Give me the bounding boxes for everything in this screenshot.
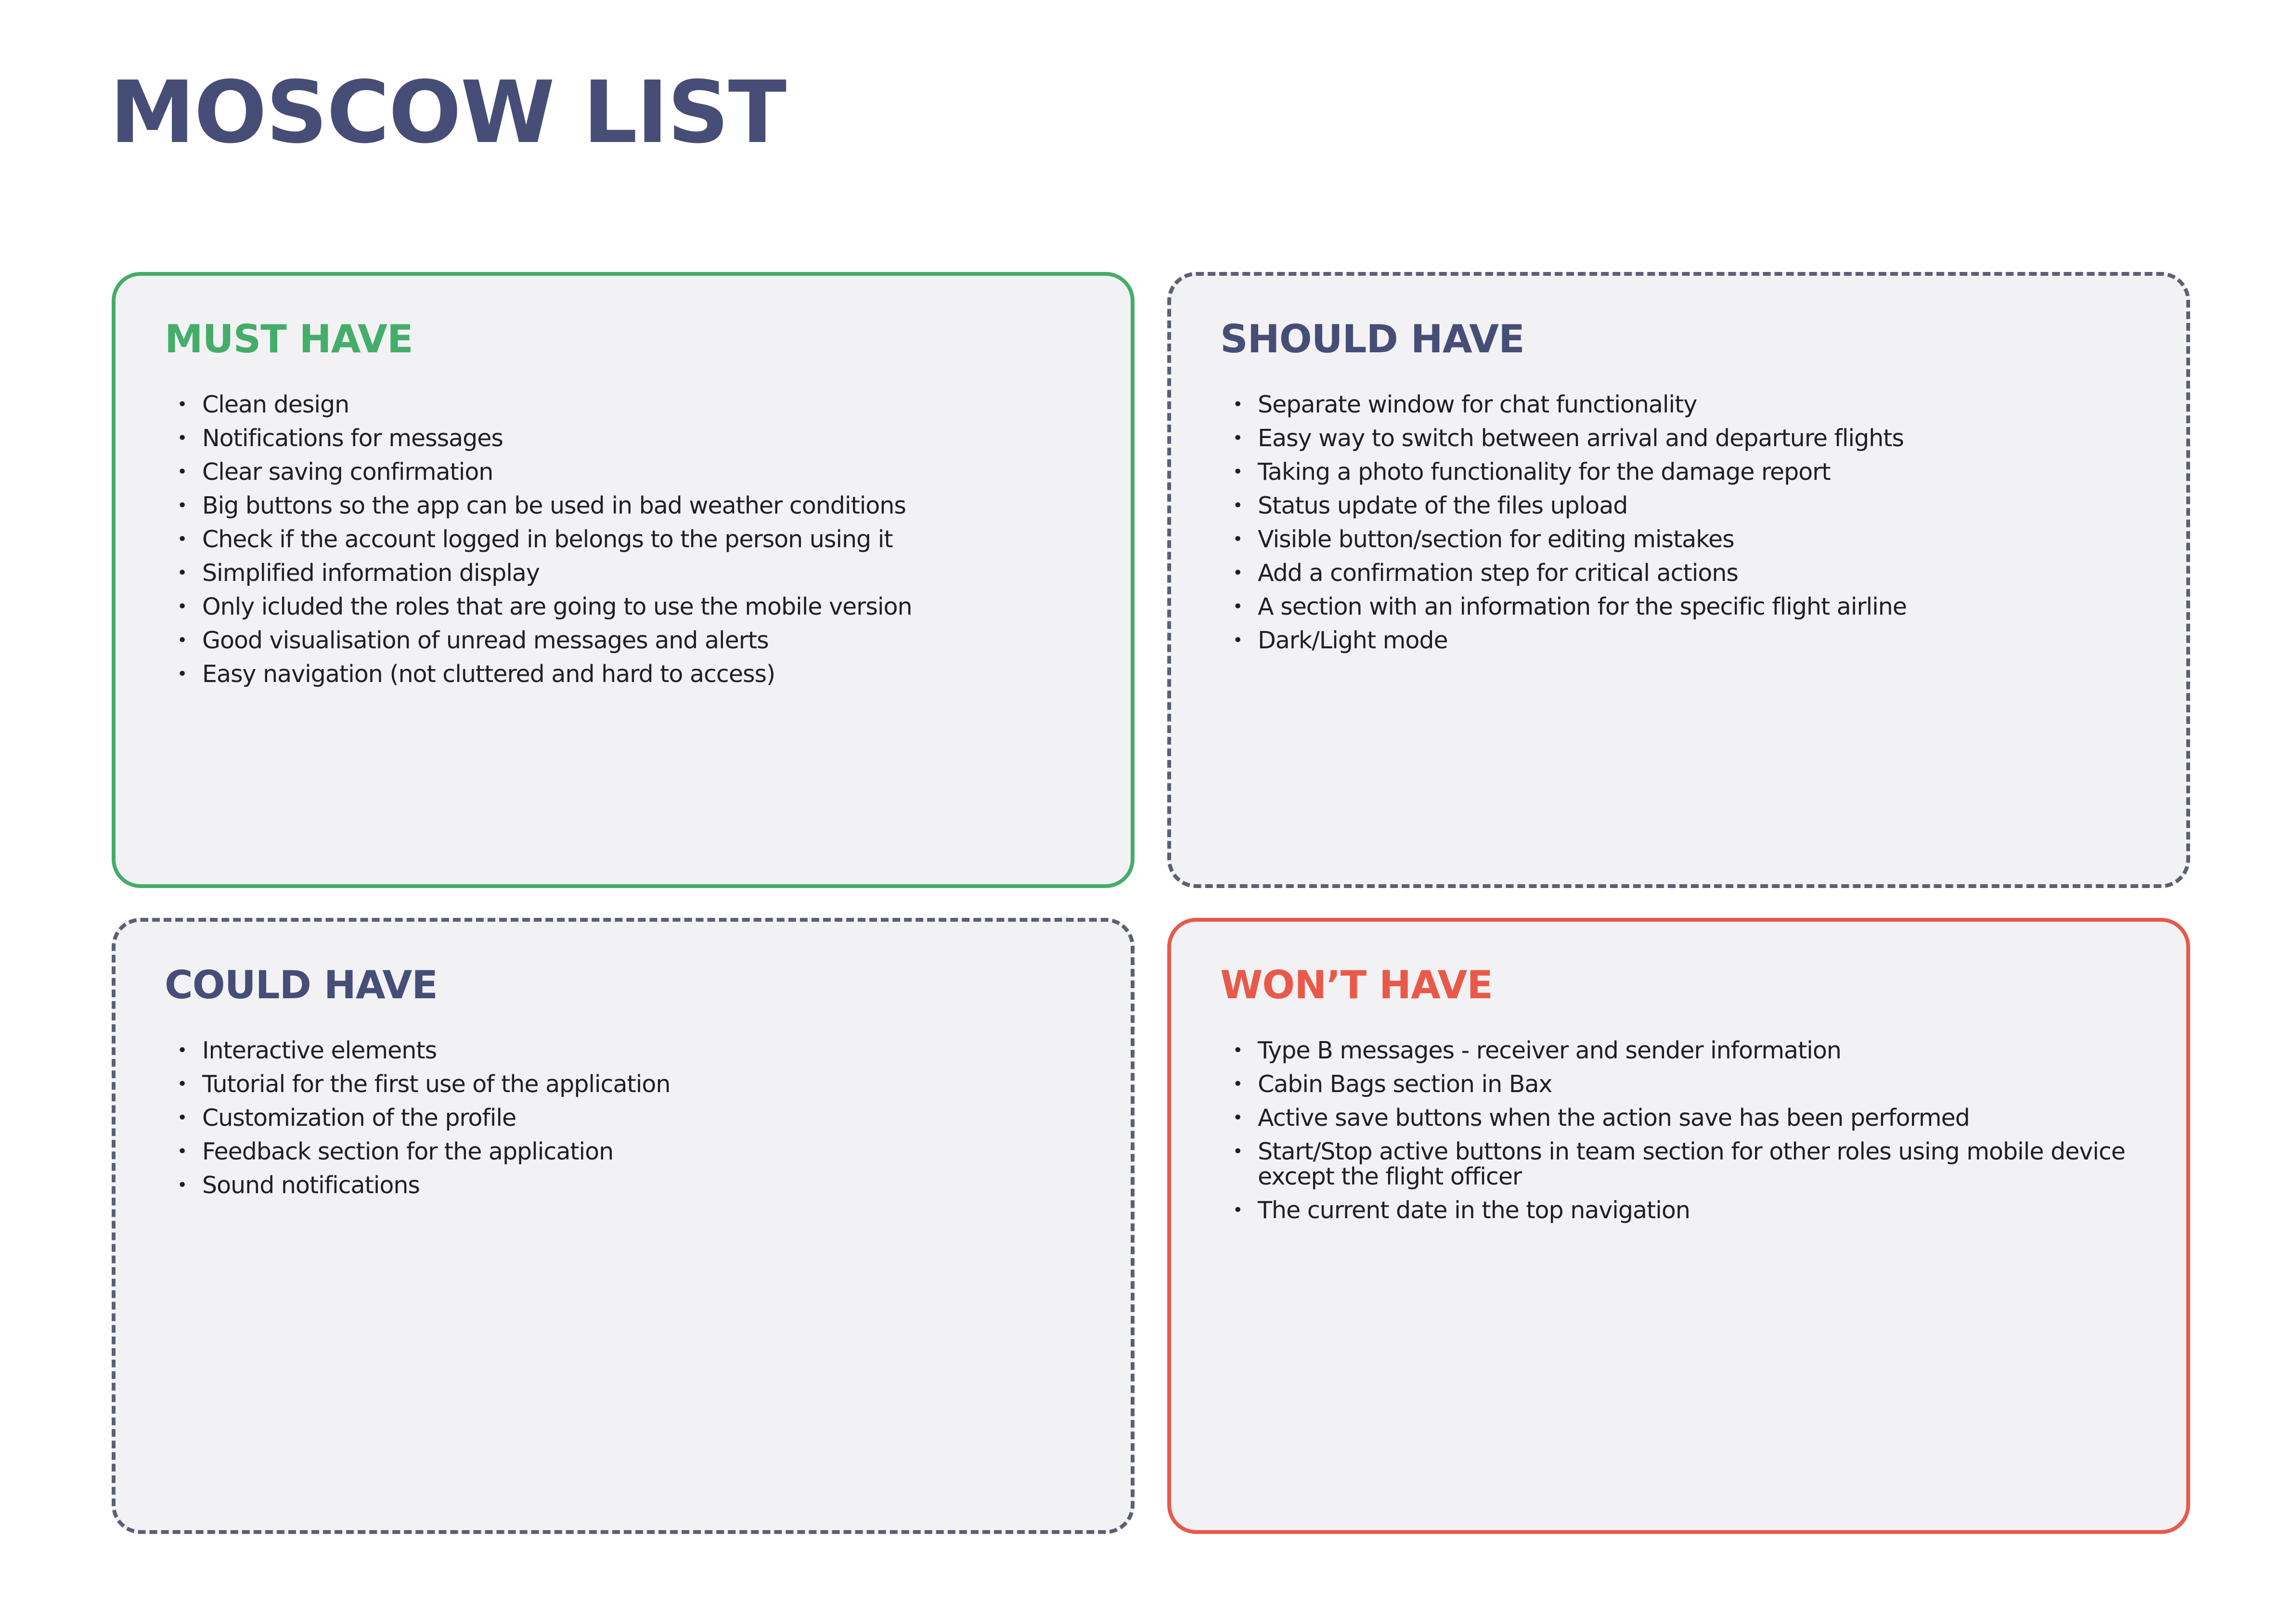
list-item <box>165 628 1087 653</box>
list-item <box>1220 594 2143 619</box>
list-item <box>165 527 1087 552</box>
list-item-text: Active save buttons when the action save has been performed <box>1258 1104 1970 1132</box>
list-item <box>165 662 1087 687</box>
list-item-text: Notifications for messages <box>202 425 503 452</box>
list-item-text: Check if the account logged in belongs to the person using it <box>202 526 893 553</box>
list-item-text: Easy way to switch between arrival and departure flights <box>1258 425 1904 452</box>
list-item <box>165 594 1087 619</box>
list-item <box>1220 628 2143 653</box>
bullet-icon: • <box>177 496 187 515</box>
list-item-text: Only icluded the roles that are going to use the mobile version <box>202 593 912 620</box>
bullet-icon: • <box>1233 496 1243 515</box>
list-item-text: Interactive elements <box>202 1037 437 1064</box>
list-item <box>1220 460 2143 485</box>
list-item-text: Customization of the profile <box>202 1104 516 1132</box>
list-item <box>1220 1106 2143 1131</box>
bullet-icon: • <box>1233 1142 1243 1161</box>
bullet-icon: • <box>1233 597 1243 617</box>
bullet-icon: • <box>177 1074 187 1094</box>
list-item-text: A section with an information for the specific flight airline <box>1258 593 1907 620</box>
must-have-card <box>112 272 1135 888</box>
list-item <box>165 426 1087 451</box>
list-item <box>165 561 1087 586</box>
list-item-text: Clean design <box>202 391 349 418</box>
bullet-icon: • <box>177 1108 187 1128</box>
list-item-text: Feedback section for the application <box>202 1138 614 1165</box>
bullet-icon: • <box>1233 1074 1243 1094</box>
could-have-heading: COULD HAVE <box>165 963 438 1007</box>
list-item <box>165 1038 1087 1063</box>
list-item <box>165 392 1087 417</box>
bullet-icon: • <box>177 395 187 414</box>
bullet-icon: • <box>177 563 187 583</box>
bullet-icon: • <box>1233 563 1243 583</box>
bullet-icon: • <box>177 529 187 549</box>
should-have-heading: SHOULD HAVE <box>1220 317 1524 361</box>
list-item <box>1220 392 2143 417</box>
list-item-text: Taking a photo functionality for the damage report <box>1258 458 1831 486</box>
bullet-icon: • <box>177 597 187 617</box>
could-have-list <box>165 1038 1087 1198</box>
bullet-icon: • <box>1233 462 1243 482</box>
page-title: MOSCOW LIST <box>110 63 786 162</box>
bullet-icon: • <box>1233 395 1243 414</box>
bullet-icon: • <box>1233 631 1243 650</box>
wont-have-card <box>1167 918 2190 1534</box>
list-item <box>1220 1072 2143 1097</box>
list-item <box>1220 1198 2143 1223</box>
list-item-text: Cabin Bags section in Bax <box>1258 1070 1552 1098</box>
list-item-text: Clear saving confirmation <box>202 458 493 486</box>
bullet-icon: • <box>177 462 187 482</box>
bullet-icon: • <box>1233 529 1243 549</box>
bullet-icon: • <box>177 1175 187 1195</box>
should-have-card <box>1167 272 2190 888</box>
list-item-text: Start/Stop active buttons in team section for other roles using mobile device except the flight officer <box>1258 1138 2126 1190</box>
bullet-icon: • <box>177 1142 187 1161</box>
should-have-list <box>1220 392 2143 653</box>
list-item-text: Sound notifications <box>202 1172 420 1199</box>
list-item-text: Type B messages - receiver and sender information <box>1258 1037 1841 1064</box>
list-item <box>1220 1038 2143 1063</box>
list-item <box>1220 493 2143 518</box>
must-have-heading: MUST HAVE <box>165 317 413 361</box>
list-item-text: Tutorial for the first use of the application <box>202 1070 671 1098</box>
list-item <box>1220 1139 2143 1189</box>
list-item <box>165 1106 1087 1131</box>
list-item-text: Dark/Light mode <box>1258 627 1448 654</box>
must-have-list <box>165 392 1087 687</box>
bullet-icon: • <box>1233 1041 1243 1060</box>
bullet-icon: • <box>1233 1200 1243 1220</box>
list-item <box>1220 527 2143 552</box>
list-item <box>1220 426 2143 451</box>
wont-have-list <box>1220 1038 2143 1223</box>
list-item <box>1220 561 2143 586</box>
bullet-icon: • <box>177 428 187 448</box>
bullet-icon: • <box>1233 428 1243 448</box>
list-item <box>165 1072 1087 1097</box>
list-item-text: Good visualisation of unread messages and alerts <box>202 627 769 654</box>
wont-have-heading: WON’T HAVE <box>1220 963 1493 1007</box>
list-item <box>165 460 1087 485</box>
could-have-card <box>112 918 1135 1534</box>
list-item-text: Visible button/section for editing mistakes <box>1258 526 1734 553</box>
bullet-icon: • <box>177 1041 187 1060</box>
list-item-text: Easy navigation (not cluttered and hard to access) <box>202 660 775 688</box>
list-item <box>165 1173 1087 1198</box>
list-item-text: Add a confirmation step for critical actions <box>1258 559 1738 587</box>
bullet-icon: • <box>177 631 187 650</box>
list-item <box>165 493 1087 518</box>
list-item-text: Simplified information display <box>202 559 540 587</box>
list-item <box>165 1139 1087 1164</box>
bullet-icon: • <box>177 664 187 684</box>
bullet-icon: • <box>1233 1108 1243 1128</box>
list-item-text: Separate window for chat functionality <box>1258 391 1697 418</box>
list-item-text: Big buttons so the app can be used in bad weather conditions <box>202 492 906 519</box>
list-item-text: Status update of the files upload <box>1258 492 1628 519</box>
list-item-text: The current date in the top navigation <box>1258 1197 1690 1224</box>
